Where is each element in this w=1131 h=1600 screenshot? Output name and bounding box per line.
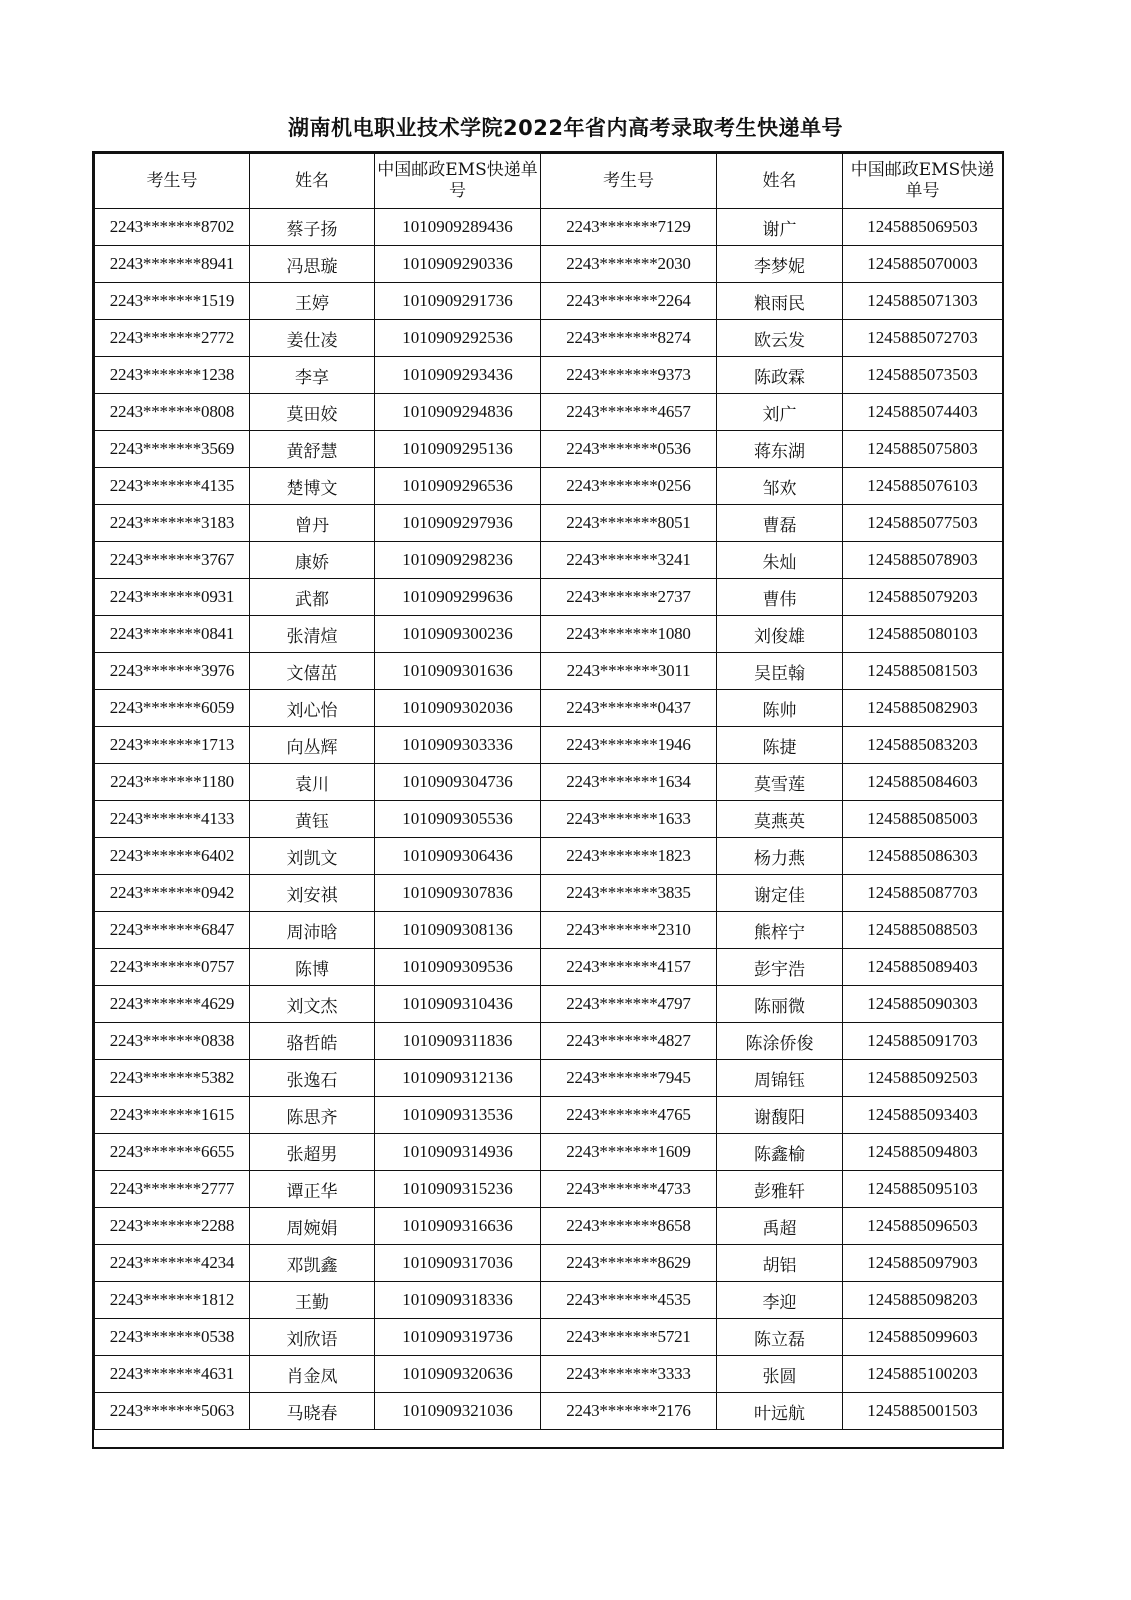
exam-number-cell: 2243*******6059 bbox=[95, 690, 250, 727]
student-name-cell-right: 蒋东湖 bbox=[717, 431, 843, 468]
table-row bbox=[95, 468, 1003, 505]
ems-number-cell: 1010909293436 bbox=[375, 357, 541, 394]
ems-number-cell-right: 1245885100203 bbox=[843, 1356, 1003, 1393]
ems-number-cell-right: 1245885093403 bbox=[843, 1097, 1003, 1134]
student-name-cell: 刘安祺 bbox=[250, 875, 375, 912]
ems-number-cell-right: 1245885096503 bbox=[843, 1208, 1003, 1245]
student-name-cell: 黄钰 bbox=[250, 801, 375, 838]
exam-number-cell: 2243*******1713 bbox=[95, 727, 250, 764]
student-name-cell: 刘文杰 bbox=[250, 986, 375, 1023]
student-name-cell-right: 陈涂侨俊 bbox=[717, 1023, 843, 1060]
table-row bbox=[95, 357, 1003, 394]
table-row bbox=[95, 1208, 1003, 1245]
student-name-cell-right: 陈捷 bbox=[717, 727, 843, 764]
student-name-cell: 张清煊 bbox=[250, 616, 375, 653]
student-name-cell-right: 陈帅 bbox=[717, 690, 843, 727]
table-row bbox=[95, 1245, 1003, 1282]
student-name-cell: 马晓春 bbox=[250, 1393, 375, 1430]
student-name-cell: 文僖茁 bbox=[250, 653, 375, 690]
exam-number-cell: 2243*******8941 bbox=[95, 246, 250, 283]
table-row bbox=[95, 764, 1003, 801]
ems-number-cell-right: 1245885072703 bbox=[843, 320, 1003, 357]
ems-number-cell: 1010909305536 bbox=[375, 801, 541, 838]
header-name-right: 姓名 bbox=[717, 154, 843, 209]
student-name-cell-right: 杨力燕 bbox=[717, 838, 843, 875]
ems-number-cell: 1010909321036 bbox=[375, 1393, 541, 1430]
header-row bbox=[95, 154, 1003, 209]
ems-number-cell: 1010909312136 bbox=[375, 1060, 541, 1097]
exam-number-cell-right: 2243*******0437 bbox=[541, 690, 717, 727]
exam-number-cell: 2243*******0808 bbox=[95, 394, 250, 431]
ems-number-cell: 1010909306436 bbox=[375, 838, 541, 875]
table-row bbox=[95, 579, 1003, 616]
exam-number-cell-right: 2243*******3835 bbox=[541, 875, 717, 912]
student-name-cell-right: 莫燕英 bbox=[717, 801, 843, 838]
table-row bbox=[95, 1171, 1003, 1208]
exam-number-cell-right: 2243*******1823 bbox=[541, 838, 717, 875]
ems-number-cell: 1010909313536 bbox=[375, 1097, 541, 1134]
student-name-cell: 蔡子扬 bbox=[250, 209, 375, 246]
exam-number-cell: 2243*******0931 bbox=[95, 579, 250, 616]
student-name-cell-right: 曹伟 bbox=[717, 579, 843, 616]
ems-number-cell: 1010909315236 bbox=[375, 1171, 541, 1208]
table-row bbox=[95, 727, 1003, 764]
exam-number-cell: 2243*******3569 bbox=[95, 431, 250, 468]
ems-number-cell: 1010909319736 bbox=[375, 1319, 541, 1356]
exam-number-cell: 2243*******1238 bbox=[95, 357, 250, 394]
ems-number-cell: 1010909292536 bbox=[375, 320, 541, 357]
table-row bbox=[95, 838, 1003, 875]
ems-number-cell-right: 1245885092503 bbox=[843, 1060, 1003, 1097]
ems-number-cell-right: 1245885099603 bbox=[843, 1319, 1003, 1356]
ems-number-cell: 1010909307836 bbox=[375, 875, 541, 912]
exam-number-cell-right: 2243*******5721 bbox=[541, 1319, 717, 1356]
student-name-cell-right: 陈立磊 bbox=[717, 1319, 843, 1356]
header-exam-number: 考生号 bbox=[95, 154, 250, 209]
ems-number-cell-right: 1245885069503 bbox=[843, 209, 1003, 246]
student-name-cell: 张逸石 bbox=[250, 1060, 375, 1097]
ems-number-cell: 1010909302036 bbox=[375, 690, 541, 727]
exam-number-cell-right: 2243*******1080 bbox=[541, 616, 717, 653]
exam-number-cell-right: 2243*******2264 bbox=[541, 283, 717, 320]
student-name-cell: 王婷 bbox=[250, 283, 375, 320]
exam-number-cell: 2243*******5063 bbox=[95, 1393, 250, 1430]
student-name-cell: 武都 bbox=[250, 579, 375, 616]
table-row bbox=[95, 1393, 1003, 1430]
student-name-cell-right: 李迎 bbox=[717, 1282, 843, 1319]
student-name-cell-right: 粮雨民 bbox=[717, 283, 843, 320]
exam-number-cell-right: 2243*******4797 bbox=[541, 986, 717, 1023]
exam-number-cell: 2243*******8702 bbox=[95, 209, 250, 246]
table-row bbox=[95, 875, 1003, 912]
exam-number-cell-right: 2243*******4827 bbox=[541, 1023, 717, 1060]
ems-number-cell: 1010909318336 bbox=[375, 1282, 541, 1319]
ems-number-cell-right: 1245885074403 bbox=[843, 394, 1003, 431]
ems-number-cell: 1010909317036 bbox=[375, 1245, 541, 1282]
ems-number-cell-right: 1245885083203 bbox=[843, 727, 1003, 764]
student-name-cell: 周沛晗 bbox=[250, 912, 375, 949]
student-name-cell: 邓凯鑫 bbox=[250, 1245, 375, 1282]
ems-number-cell-right: 1245885084603 bbox=[843, 764, 1003, 801]
exam-number-cell-right: 2243*******3333 bbox=[541, 1356, 717, 1393]
table-row bbox=[95, 542, 1003, 579]
ems-number-cell: 1010909295136 bbox=[375, 431, 541, 468]
exam-number-cell-right: 2243*******4535 bbox=[541, 1282, 717, 1319]
table-row bbox=[95, 1282, 1003, 1319]
student-name-cell: 康娇 bbox=[250, 542, 375, 579]
exam-number-cell: 2243*******6655 bbox=[95, 1134, 250, 1171]
exam-number-cell: 2243*******1812 bbox=[95, 1282, 250, 1319]
ems-number-cell-right: 1245885079203 bbox=[843, 579, 1003, 616]
student-name-cell-right: 邹欢 bbox=[717, 468, 843, 505]
exam-number-cell-right: 2243*******2310 bbox=[541, 912, 717, 949]
ems-number-cell-right: 1245885077503 bbox=[843, 505, 1003, 542]
ems-number-cell-right: 1245885071303 bbox=[843, 283, 1003, 320]
student-name-cell: 冯思璇 bbox=[250, 246, 375, 283]
student-name-cell: 周婉娟 bbox=[250, 1208, 375, 1245]
ems-number-cell-right: 1245885094803 bbox=[843, 1134, 1003, 1171]
student-name-cell-right: 叶远航 bbox=[717, 1393, 843, 1430]
ems-number-cell-right: 1245885081503 bbox=[843, 653, 1003, 690]
student-name-cell-right: 陈丽微 bbox=[717, 986, 843, 1023]
ems-number-cell-right: 1245885086303 bbox=[843, 838, 1003, 875]
exam-number-cell: 2243*******1615 bbox=[95, 1097, 250, 1134]
student-name-cell: 曾丹 bbox=[250, 505, 375, 542]
exam-number-cell-right: 2243*******8658 bbox=[541, 1208, 717, 1245]
ems-number-cell: 1010909309536 bbox=[375, 949, 541, 986]
ems-number-cell-right: 1245885075803 bbox=[843, 431, 1003, 468]
ems-number-cell-right: 1245885082903 bbox=[843, 690, 1003, 727]
student-name-cell: 谭正华 bbox=[250, 1171, 375, 1208]
exam-number-cell: 2243*******4135 bbox=[95, 468, 250, 505]
student-name-cell-right: 欧云发 bbox=[717, 320, 843, 357]
table-row bbox=[95, 1097, 1003, 1134]
student-name-cell: 莫田姣 bbox=[250, 394, 375, 431]
table-row bbox=[95, 801, 1003, 838]
student-name-cell-right: 谢广 bbox=[717, 209, 843, 246]
exam-number-cell-right: 2243*******0536 bbox=[541, 431, 717, 468]
table-row bbox=[95, 394, 1003, 431]
exam-number-cell-right: 2243*******8629 bbox=[541, 1245, 717, 1282]
ems-number-cell: 1010909310436 bbox=[375, 986, 541, 1023]
header-ems-number-right: 中国邮政EMS快递单号 bbox=[843, 154, 1003, 209]
exam-number-cell: 2243*******4133 bbox=[95, 801, 250, 838]
ems-number-cell: 1010909304736 bbox=[375, 764, 541, 801]
student-name-cell-right: 彭雅轩 bbox=[717, 1171, 843, 1208]
table-row bbox=[95, 986, 1003, 1023]
exam-number-cell: 2243*******6402 bbox=[95, 838, 250, 875]
exam-number-cell: 2243*******1180 bbox=[95, 764, 250, 801]
student-name-cell-right: 禹超 bbox=[717, 1208, 843, 1245]
ems-number-cell: 1010909298236 bbox=[375, 542, 541, 579]
student-name-cell-right: 李梦妮 bbox=[717, 246, 843, 283]
table-row bbox=[95, 690, 1003, 727]
ems-number-cell-right: 1245885090303 bbox=[843, 986, 1003, 1023]
exam-number-cell-right: 2243*******4157 bbox=[541, 949, 717, 986]
table-header bbox=[95, 154, 1003, 209]
ems-number-cell: 1010909289436 bbox=[375, 209, 541, 246]
document-title: 湖南机电职业技术学院2022年省内高考录取考生快递单号 bbox=[288, 116, 843, 140]
student-name-cell-right: 莫雪莲 bbox=[717, 764, 843, 801]
student-name-cell-right: 谢馥阳 bbox=[717, 1097, 843, 1134]
student-name-cell-right: 陈政霖 bbox=[717, 357, 843, 394]
student-name-cell-right: 周锦钰 bbox=[717, 1060, 843, 1097]
student-name-cell: 张超男 bbox=[250, 1134, 375, 1171]
ems-number-cell-right: 1245885080103 bbox=[843, 616, 1003, 653]
table-row bbox=[95, 209, 1003, 246]
table-row bbox=[95, 1134, 1003, 1171]
header-name: 姓名 bbox=[250, 154, 375, 209]
student-name-cell-right: 刘俊雄 bbox=[717, 616, 843, 653]
table-row bbox=[95, 1060, 1003, 1097]
exam-number-cell-right: 2243*******3011 bbox=[541, 653, 717, 690]
student-name-cell: 陈博 bbox=[250, 949, 375, 986]
student-name-cell: 陈思齐 bbox=[250, 1097, 375, 1134]
exam-number-cell-right: 2243*******0256 bbox=[541, 468, 717, 505]
table-row bbox=[95, 653, 1003, 690]
ems-number-cell-right: 1245885001503 bbox=[843, 1393, 1003, 1430]
header-ems-number: 中国邮政EMS快递单号 bbox=[375, 154, 541, 209]
ems-number-cell: 1010909301636 bbox=[375, 653, 541, 690]
table-row bbox=[95, 283, 1003, 320]
exam-number-cell: 2243*******0538 bbox=[95, 1319, 250, 1356]
header-exam-number-right: 考生号 bbox=[541, 154, 717, 209]
student-name-cell-right: 彭宇浩 bbox=[717, 949, 843, 986]
ems-number-cell: 1010909311836 bbox=[375, 1023, 541, 1060]
ems-number-cell-right: 1245885095103 bbox=[843, 1171, 1003, 1208]
student-name-cell-right: 曹磊 bbox=[717, 505, 843, 542]
exam-number-cell: 2243*******4234 bbox=[95, 1245, 250, 1282]
ems-number-cell-right: 1245885076103 bbox=[843, 468, 1003, 505]
student-name-cell: 姜仕凌 bbox=[250, 320, 375, 357]
student-name-cell: 刘欣语 bbox=[250, 1319, 375, 1356]
exam-number-cell-right: 2243*******7945 bbox=[541, 1060, 717, 1097]
table-row bbox=[95, 505, 1003, 542]
student-name-cell: 楚博文 bbox=[250, 468, 375, 505]
exam-number-cell-right: 2243*******4765 bbox=[541, 1097, 717, 1134]
ems-number-cell-right: 1245885078903 bbox=[843, 542, 1003, 579]
ems-number-cell: 1010909308136 bbox=[375, 912, 541, 949]
ems-number-cell: 1010909300236 bbox=[375, 616, 541, 653]
exam-number-cell: 2243*******0838 bbox=[95, 1023, 250, 1060]
student-name-cell-right: 胡铝 bbox=[717, 1245, 843, 1282]
exam-number-cell: 2243*******2777 bbox=[95, 1171, 250, 1208]
student-name-cell: 李享 bbox=[250, 357, 375, 394]
exam-number-cell-right: 2243*******1633 bbox=[541, 801, 717, 838]
table-row bbox=[95, 246, 1003, 283]
exam-number-cell-right: 2243*******2737 bbox=[541, 579, 717, 616]
student-name-cell-right: 张圆 bbox=[717, 1356, 843, 1393]
ems-number-cell-right: 1245885087703 bbox=[843, 875, 1003, 912]
ems-number-cell: 1010909314936 bbox=[375, 1134, 541, 1171]
student-name-cell: 刘凯文 bbox=[250, 838, 375, 875]
ems-number-cell-right: 1245885089403 bbox=[843, 949, 1003, 986]
exam-number-cell-right: 2243*******9373 bbox=[541, 357, 717, 394]
ems-number-cell-right: 1245885098203 bbox=[843, 1282, 1003, 1319]
ems-number-cell: 1010909303336 bbox=[375, 727, 541, 764]
ems-number-cell: 1010909294836 bbox=[375, 394, 541, 431]
ems-number-cell-right: 1245885073503 bbox=[843, 357, 1003, 394]
exam-number-cell: 2243*******0757 bbox=[95, 949, 250, 986]
exam-number-cell-right: 2243*******8274 bbox=[541, 320, 717, 357]
table-row bbox=[95, 1356, 1003, 1393]
student-name-cell: 骆哲皓 bbox=[250, 1023, 375, 1060]
tracking-table bbox=[94, 153, 1003, 1430]
student-name-cell: 向丛辉 bbox=[250, 727, 375, 764]
ems-number-cell: 1010909316636 bbox=[375, 1208, 541, 1245]
ems-number-cell-right: 1245885088503 bbox=[843, 912, 1003, 949]
student-name-cell-right: 陈鑫榆 bbox=[717, 1134, 843, 1171]
exam-number-cell: 2243*******4631 bbox=[95, 1356, 250, 1393]
ems-number-cell-right: 1245885070003 bbox=[843, 246, 1003, 283]
table-row bbox=[95, 949, 1003, 986]
student-name-cell: 肖金凤 bbox=[250, 1356, 375, 1393]
ems-number-cell: 1010909290336 bbox=[375, 246, 541, 283]
ems-number-cell-right: 1245885097903 bbox=[843, 1245, 1003, 1282]
table-row bbox=[95, 320, 1003, 357]
table-row bbox=[95, 1319, 1003, 1356]
exam-number-cell-right: 2243*******2176 bbox=[541, 1393, 717, 1430]
ems-number-cell: 1010909299636 bbox=[375, 579, 541, 616]
student-name-cell: 王勤 bbox=[250, 1282, 375, 1319]
exam-number-cell: 2243*******4629 bbox=[95, 986, 250, 1023]
ems-number-cell: 1010909291736 bbox=[375, 283, 541, 320]
exam-number-cell: 2243*******6847 bbox=[95, 912, 250, 949]
student-name-cell-right: 刘广 bbox=[717, 394, 843, 431]
student-name-cell-right: 熊梓宁 bbox=[717, 912, 843, 949]
exam-number-cell-right: 2243*******4657 bbox=[541, 394, 717, 431]
student-name-cell: 刘心怡 bbox=[250, 690, 375, 727]
table-row bbox=[95, 912, 1003, 949]
exam-number-cell: 2243*******1519 bbox=[95, 283, 250, 320]
exam-number-cell-right: 2243*******1634 bbox=[541, 764, 717, 801]
exam-number-cell: 2243*******3976 bbox=[95, 653, 250, 690]
ems-number-cell: 1010909296536 bbox=[375, 468, 541, 505]
table-body bbox=[95, 209, 1003, 1430]
student-name-cell-right: 吴臣翰 bbox=[717, 653, 843, 690]
exam-number-cell-right: 2243*******3241 bbox=[541, 542, 717, 579]
exam-number-cell: 2243*******0841 bbox=[95, 616, 250, 653]
table-row bbox=[95, 616, 1003, 653]
exam-number-cell-right: 2243*******1609 bbox=[541, 1134, 717, 1171]
student-name-cell-right: 谢定佳 bbox=[717, 875, 843, 912]
exam-number-cell-right: 2243*******2030 bbox=[541, 246, 717, 283]
exam-number-cell: 2243*******5382 bbox=[95, 1060, 250, 1097]
exam-number-cell: 2243*******3183 bbox=[95, 505, 250, 542]
exam-number-cell: 2243*******3767 bbox=[95, 542, 250, 579]
student-name-cell: 袁川 bbox=[250, 764, 375, 801]
exam-number-cell-right: 2243*******4733 bbox=[541, 1171, 717, 1208]
exam-number-cell-right: 2243*******8051 bbox=[541, 505, 717, 542]
exam-number-cell-right: 2243*******1946 bbox=[541, 727, 717, 764]
student-name-cell: 黄舒慧 bbox=[250, 431, 375, 468]
ems-number-cell: 1010909320636 bbox=[375, 1356, 541, 1393]
table-row bbox=[95, 1023, 1003, 1060]
ems-number-cell-right: 1245885091703 bbox=[843, 1023, 1003, 1060]
student-name-cell-right: 朱灿 bbox=[717, 542, 843, 579]
ems-number-cell-right: 1245885085003 bbox=[843, 801, 1003, 838]
exam-number-cell: 2243*******2288 bbox=[95, 1208, 250, 1245]
exam-number-cell: 2243*******0942 bbox=[95, 875, 250, 912]
exam-number-cell-right: 2243*******7129 bbox=[541, 209, 717, 246]
table-row bbox=[95, 431, 1003, 468]
exam-number-cell: 2243*******2772 bbox=[95, 320, 250, 357]
ems-number-cell: 1010909297936 bbox=[375, 505, 541, 542]
